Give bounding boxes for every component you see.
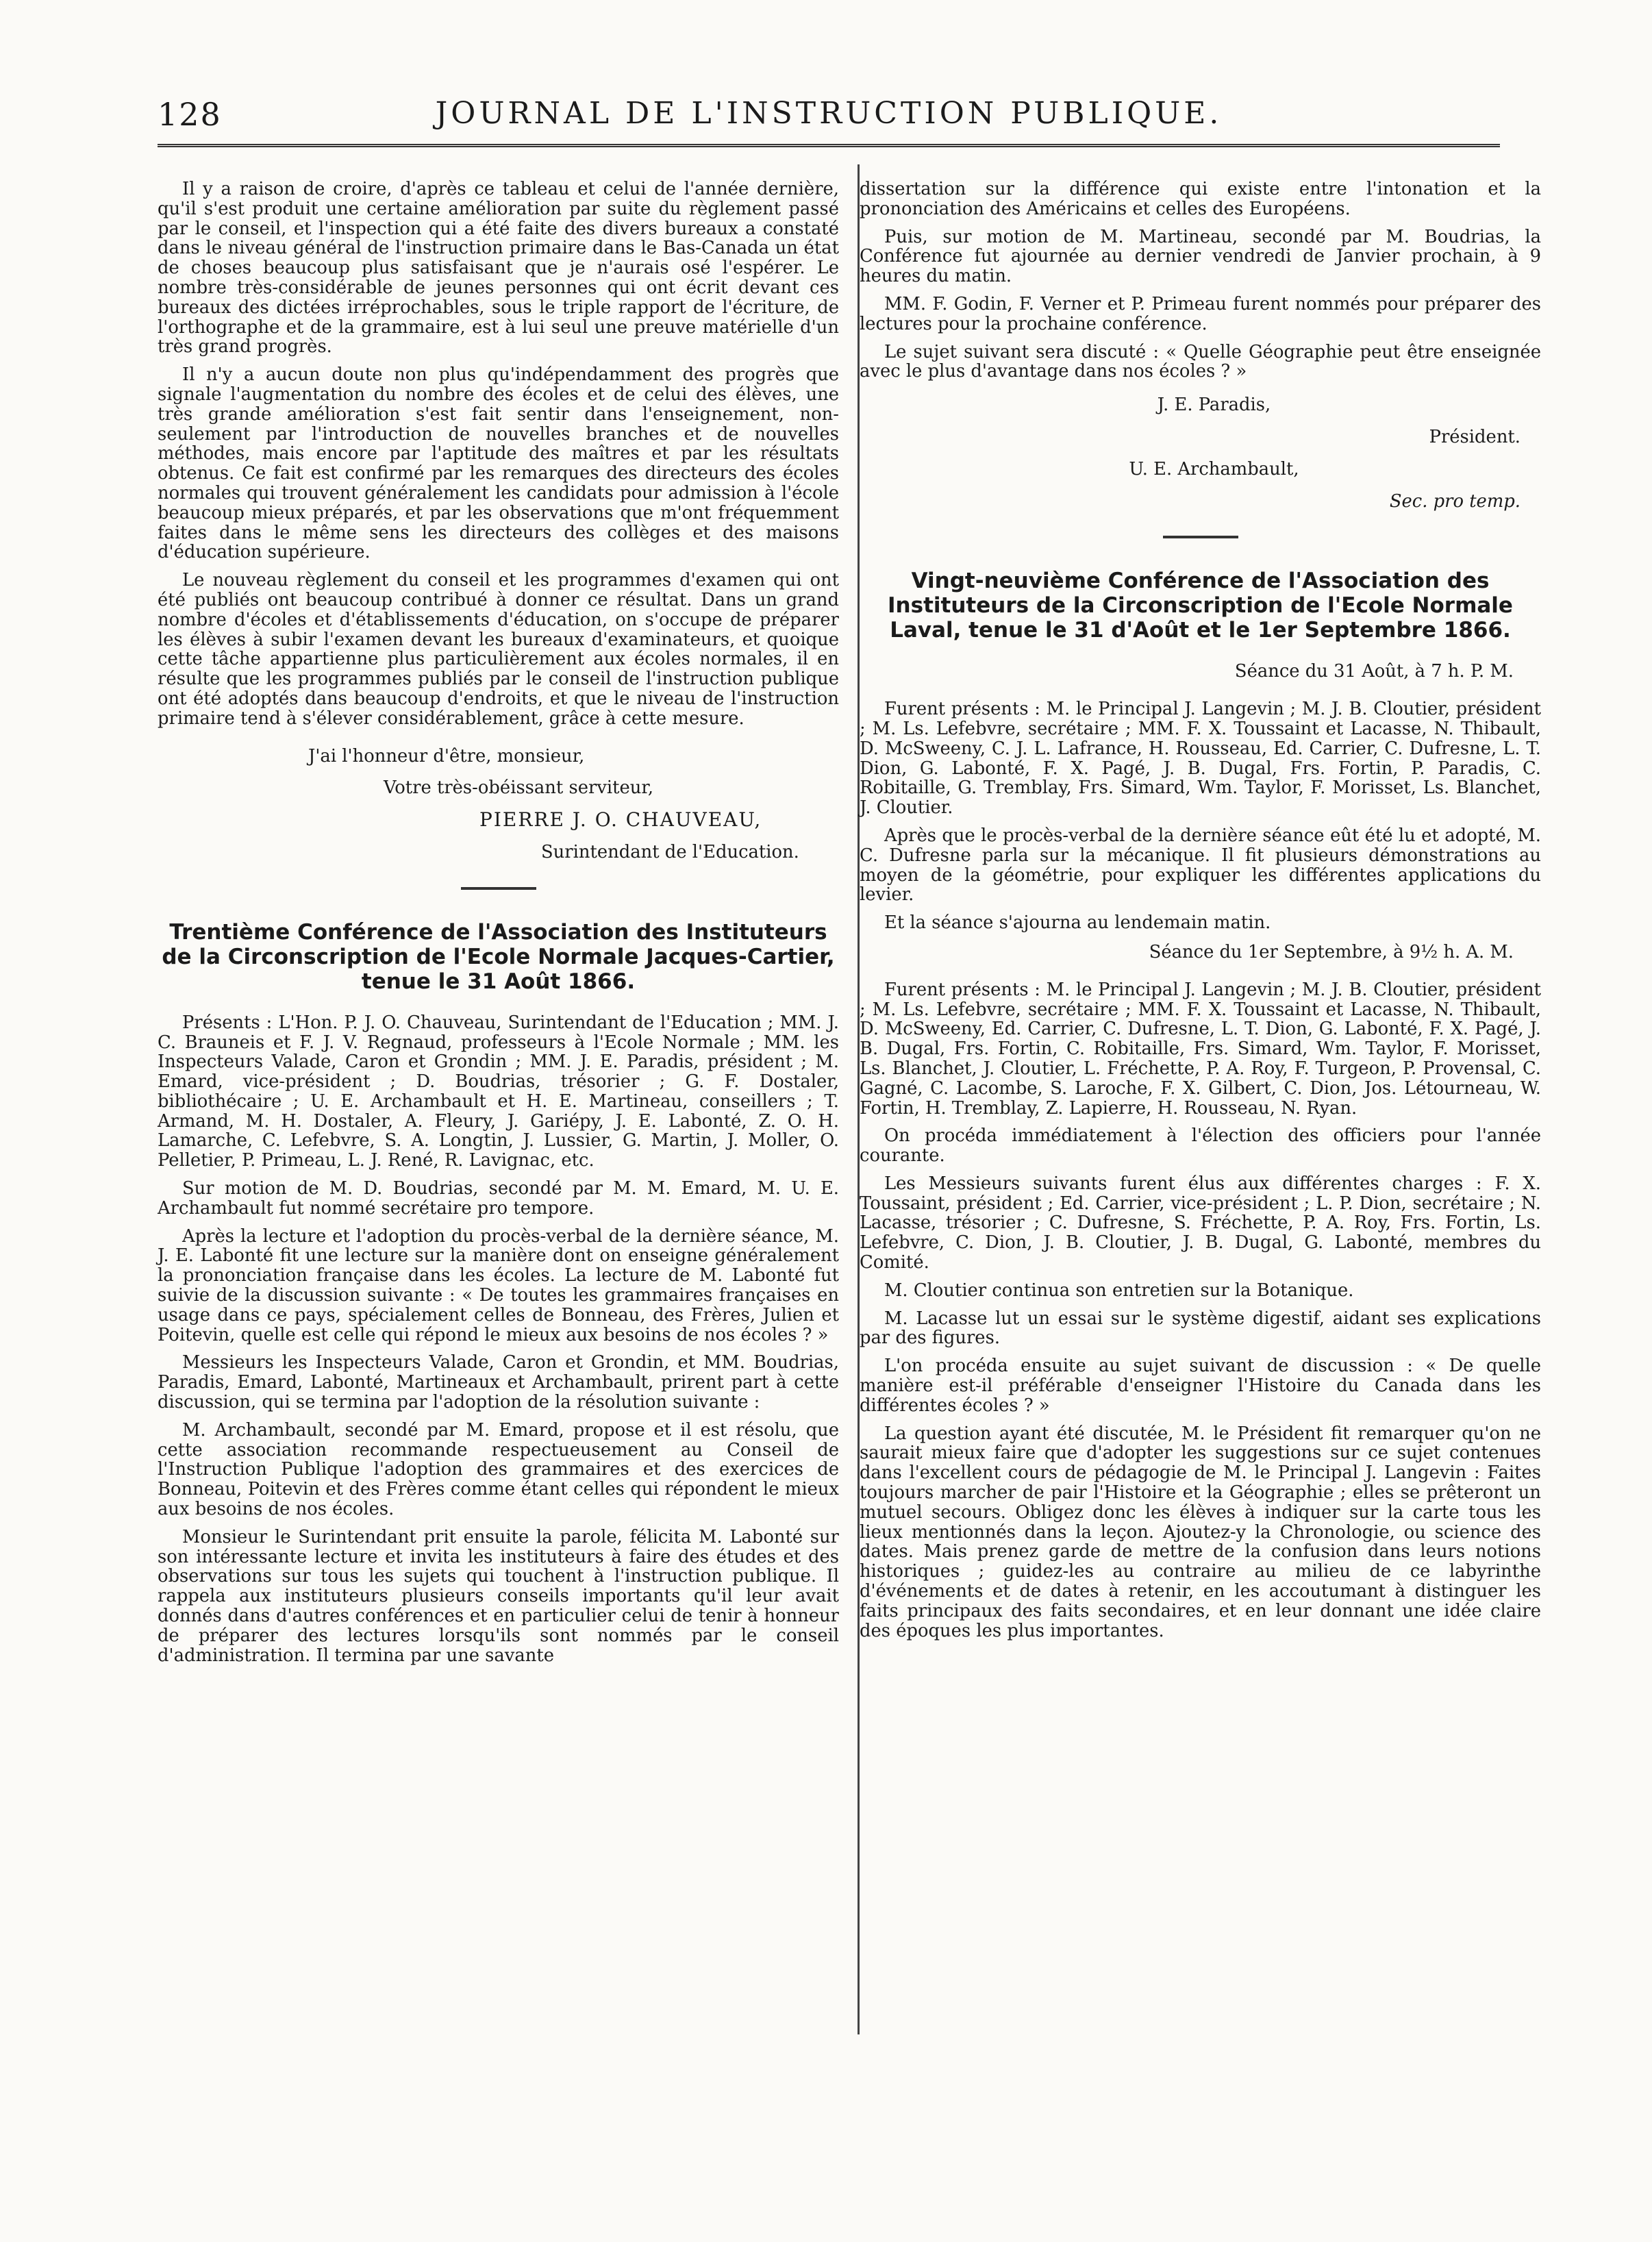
letter-paragraph: Il y a raison de croire, d'après ce tableau et celui de l'année dernière, qu'il s'est produit une certaine amélioration par suite du règlement passé par le conseil, et l'inspection qui a été faite des divers bureaux a constaté dans le niveau général de l'instruction primaire dans le Bas-Canada un état de choses beaucoup plus satisfaisant que je n'aurais osé l'espérer. Le nombre très-considérable de jeunes personnes qui ont écrit devant ces bureaux des dictées irréprochables, sous le triple rapport de l'écriture, de l'orthographe et de la grammaire, est à lui seul une preuve matérielle d'un très grand progrès.	[158, 179, 839, 358]
session-date: Séance du 1er Septembre, à 9½ h. A. M.	[1149, 941, 1514, 962]
session-paragraph: Après que le procès-verbal de la dernière séance eût été lu et adopté, M. C. Dufresne parla sur la mécanique. Il fit plusieurs démonstrations au moyen de la géométrie, pour expliquer les différentes applications du levier.	[860, 825, 1541, 906]
conference-paragraph: Sur motion de M. D. Boudrias, secondé par M. M. Emard, M. U. E. Archambault fut nommé secrétaire pro tempore.	[158, 1178, 839, 1219]
letter-signature-title: Surintendant de l'Education.	[541, 841, 799, 862]
continued-paragraph: dissertation sur la différence qui existe entre l'intonation et la prononciation des Américains et celles des Européens.	[860, 179, 1541, 219]
section-separator	[461, 887, 536, 890]
section-separator	[1163, 536, 1238, 538]
session-date: Séance du 31 Août, à 7 h. P. M.	[1234, 661, 1514, 682]
conference-paragraph: Messieurs les Inspecteurs Valade, Caron et Grondin, et MM. Boudrias, Paradis, Emard, Labonté, Martineaux et Archambault, prirent part à cette discussion, qui se termina par l'adoption de la résolution suivante :	[158, 1352, 839, 1413]
left-column	[158, 179, 839, 1673]
letter-paragraph: Il n'y a aucun doute non plus qu'indépendamment des progrès que signale l'augmentation du nombre des écoles et de celui des élèves, une très grande amélioration s'est fait sentir dans l'enseignement, non-seulement par l'introduction de nouvelles branches et de nouvelles méthodes, mais encore par l'aptitude des maîtres et par les résultats obtenus. Ce fait est confirmé par les remarques des directeurs des écoles normales qui trouvent généralement les candidats pour admission à l'école beaucoup mieux préparés, et par les observations que m'ont fréquemment faites dans le même sens les directeurs des collèges et des maisons d'éducation supérieure.	[158, 364, 839, 563]
session-paragraph: Furent présents : M. le Principal J. Langevin ; M. J. B. Cloutier, président ; M. Ls. Lefebvre, secrétaire ; MM. F. X. Toussaint et Lacasse, N. Thibault, D. McSweeny, Ed. Carrier, C. Dufresne, L. T. Dion, G. Labonté, F. X. Pagé, J. B. Dugal, Frs. Fortin, C. Robitaille, Frs. Simard, Wm. Taylor, F. Morisset, Ls. Blanchet, J. Cloutier, L. Fréchette, P. A. Roy, F. Turgeon, P. Provensal, C. Gagné, C. Lacombe, S. Laroche, F. X. Gilbert, C. Dion, Jos. Létourneau, W. Fortin, H. Tremblay, Z. Lapierre, H. Rousseau, N. Ryan.	[860, 979, 1541, 1119]
letter-signature: PIERRE J. O. CHAUVEAU,	[479, 808, 762, 832]
right-column	[860, 179, 1541, 1649]
conference-paragraph: M. Archambault, secondé par M. Emard, propose et il est résolu, que cette association recommande respectueusement au Conseil de l'Instruction Publique l'adoption des grammaires et des exercices de Bonneau, Poitevin et des Frères comme étant celles qui répondent le mieux aux besoins de nos écoles.	[158, 1419, 839, 1520]
session-paragraph: M. Cloutier continua son entretien sur la Botanique.	[884, 1280, 1354, 1301]
session-paragraph: Furent présents : M. le Principal J. Langevin ; M. J. B. Cloutier, président ; M. Ls. Lefebvre, secrétaire ; MM. F. X. Toussaint et Lacasse, N. Thibault, D. McSweeny, C. J. L. Lafrance, H. Rousseau, Ed. Carrier, C. Dufresne, L. T. Dion, G. Labonté, F. X. Pagé, J. B. Dugal, Frs. Fortin, P. Paradis, C. Robitaille, G. Tremblay, Frs. Simard, Wm. Taylor, F. Morisset, Ls. Blanchet, J. Cloutier.	[860, 699, 1541, 819]
president-title: Président.	[1429, 426, 1520, 447]
session-paragraph: M. Lacasse lut un essai sur le système digestif, aidant ses explications par des figures.	[860, 1308, 1541, 1349]
page-header	[158, 96, 1500, 144]
conference-paragraph: Puis, sur motion de M. Martineau, secondé par M. Boudrias, la Conférence fut ajournée au dernier vendredi de Janvier prochain, à 9 heures du matin.	[860, 226, 1541, 287]
header-rule	[158, 144, 1500, 147]
page-number: 128	[158, 96, 222, 133]
section-heading: Trentième Conférence de l'Association des Instituteurs de la Circonscription de l'Ecole Normale Jacques-Cartier, tenue le 31 Août 1866.	[162, 919, 835, 994]
president-signature: J. E. Paradis,	[1157, 395, 1271, 416]
session-paragraph: La question ayant été discutée, M. le Président fit remarquer qu'on ne saurait mieux faire que d'adopter les suggestions sur ce sujet contenues dans l'excellent cours de pédagogie de M. le Principal J. Langevin : Faites toujours marcher de pair l'Histoire et la Géographie ; elles se prêteront un mutuel secours. Obligez donc les élèves à indiquer sur la carte tous les lieux mentionnés dans la leçon. Ajoutez-y la Chronologie, ou science des dates. Mais prenez garde de mettre de la confusion dans leurs notions historiques ; guidez-les au contraire au milieu de ce labyrinthe d'événements et de dates à retenir, en les accoutumant à distinguer les faits principaux des faits secondaires, et en leur donnant une idée claire des époques les plus importantes.	[860, 1423, 1541, 1641]
letter-closing: J'ai l'honneur d'être, monsieur,	[308, 745, 585, 767]
conference-paragraph: Présents : L'Hon. P. J. O. Chauveau, Surintendant de l'Education ; MM. J. C. Brauneis et F. J. V. Regnaud, professeurs à l'Ecole Normale ; MM. les Inspecteurs Valade, Caron et Grondin ; MM. J. E. Paradis, président ; M. Emard, vice-président ; D. Boudrias, trésorier ; G. F. Dostaler, bibliothécaire ; U. E. Archambault et H. E. Martineau, conseillers ; T. Armand, M. H. Dostaler, A. Fleury, J. Gariépy, J. E. Labonté, Z. O. H. Lamarche, C. Lefebvre, S. A. Longtin, J. Lussier, G. Martin, J. Moller, O. Pelletier, P. Primeau, L. J. René, R. Lavignac, etc.	[158, 1012, 839, 1171]
session-paragraph: On procéda immédiatement à l'élection des officiers pour l'année courante.	[860, 1125, 1541, 1167]
conference-paragraph: Le sujet suivant sera discuté : « Quelle Géographie peut être enseignée avec le plus d'avantage dans nos écoles ? »	[860, 341, 1541, 382]
session-paragraph: Les Messieurs suivants furent élus aux différentes charges : F. X. Toussaint, président ; Ed. Carrier, vice-président ; L. P. Dion, secrétaire ; N. Lacasse, trésorier ; C. Dufresne, S. Fréchette, P. A. Roy, Frs. Fortin, Ls. Lefebvre, C. Dion, J. B. Cloutier, J. B. Dugal, G. Labonté, membres du Comité.	[860, 1173, 1541, 1273]
secretary-signature: U. E. Archambault,	[1129, 458, 1299, 479]
session-paragraph: L'on procéda ensuite au sujet suivant de discussion : « De quelle manière est-il préférable d'enseigner l'Histoire du Canada dans les différentes écoles ? »	[860, 1356, 1541, 1416]
conference-paragraph: MM. F. Godin, F. Verner et P. Primeau furent nommés pour préparer des lectures pour la prochaine conférence.	[860, 293, 1541, 334]
journal-title: JOURNAL DE L'INSTRUCTION PUBLIQUE.	[435, 96, 1223, 131]
secretary-title: Sec. pro temp.	[1389, 490, 1520, 512]
conference-paragraph: Après la lecture et l'adoption du procès-verbal de la dernière séance, M. J. E. Labonté fit une lecture sur la manière dont on enseigne généralement la prononciation française dans les écoles. La lecture de M. Labonté fut suivie de la discussion suivante : « De toutes les grammaires françaises en usage dans ce pays, spécialement celles de Bonneau, des Frères, Julien et Poitevin, quelle est celle qui répond le mieux aux besoins de nos écoles ? »	[158, 1225, 839, 1345]
letter-servant: Votre très-obéissant serviteur,	[384, 777, 654, 799]
letter-paragraph: Le nouveau règlement du conseil et les programmes d'examen qui ont été publiés ont beaucoup contribué à donner ce résultat. Dans un grand nombre d'écoles et d'établissements d'éducation, on s'occupe de préparer les élèves à subir l'examen devant les bureaux d'examinateurs, et quoique cette tâche appartienne plus particulièrement aux écoles normales, il en résulte que les programmes publiés par le conseil de l'instruction publique ont été adoptés dans beaucoup d'endroits, et que le niveau de l'instruction primaire tend à s'élever considérablement, grâce à cette mesure.	[158, 570, 839, 729]
section-heading: Vingt-neuvième Conférence de l'Association des Instituteurs de la Circonscription de l'Ecole Normale Laval, tenue le 31 d'Août et le 1er Septembre 1866.	[888, 569, 1513, 643]
conference-paragraph: Monsieur le Surintendant prit ensuite la parole, félicita M. Labonté sur son intéressante lecture et invita les instituteurs à faire des études et des observations sur tous les sujets qui touchent à l'instruction publique. Il rappela aux instituteurs plusieurs conseils importants qu'il leur avait donnés dans d'autres conférences et en particulier celui de tenir à honneur de préparer des lectures lorsqu'ils sont nommés par le conseil d'administration. Il termina par une savante	[158, 1526, 839, 1666]
session-paragraph: Et la séance s'ajourna au lendemain matin.	[884, 912, 1271, 934]
